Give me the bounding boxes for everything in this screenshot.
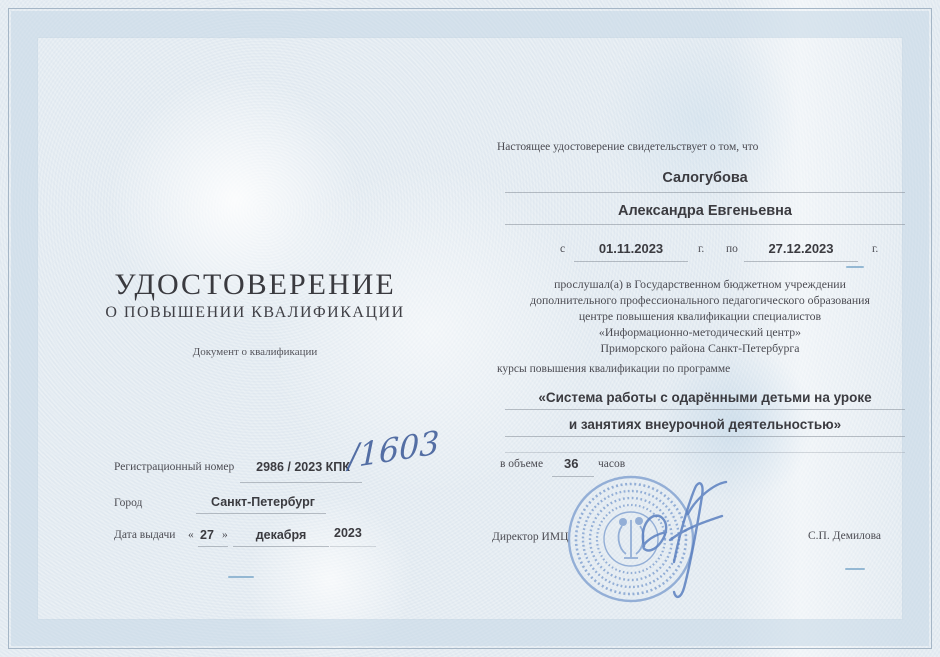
surname-underline (505, 192, 905, 193)
volume-units: часов (598, 458, 626, 470)
period-from-underline (574, 261, 688, 262)
period-to-label: по (726, 243, 738, 255)
course-intro-line: курсы повышения квалификации по программе (497, 363, 731, 375)
surname-value: Салогубова (662, 170, 748, 186)
issue-date-year: 2023 (334, 526, 362, 540)
issue-day-underline (198, 546, 228, 547)
course-title-line1: «Система работы с одарёнными детьми на уроке (538, 390, 872, 405)
institution-line-2: дополнительного профессионального педагогического образования (530, 293, 870, 307)
issue-date-day: 27 (200, 528, 214, 542)
issue-month-underline (233, 546, 329, 547)
registration-number-value: 2986 / 2023 КПК (256, 460, 350, 474)
certificate-title: УДОСТОВЕРЕНИЕ (114, 268, 396, 301)
period-to-date: 27.12.2023 (768, 241, 834, 256)
issue-date-open-quote: « (188, 529, 194, 541)
course-underline-2 (505, 436, 905, 437)
institution-line-5: Приморского района Санкт-Петербурга (600, 341, 800, 355)
issue-date-month: декабря (255, 528, 307, 542)
institution-paragraph (478, 276, 922, 356)
institution-line-3: центре повышения квалификации специалистов (578, 309, 822, 323)
certificate-subtitle: О ПОВЫШЕНИИ КВАЛИФИКАЦИИ (105, 304, 405, 321)
city-value: Санкт-Петербург (211, 495, 315, 509)
handwritten-number: /1603 (348, 422, 440, 476)
course-underline-1 (505, 409, 905, 410)
institution-line-1: прослушал(а) в Государственном бюджетном учреждении (554, 277, 846, 291)
city-label: Город (114, 497, 143, 509)
period-to-suffix: г. (872, 243, 879, 255)
course-underline-empty (505, 452, 905, 453)
period-to-underline (744, 261, 858, 262)
given-names-underline (505, 224, 905, 225)
registration-number-label: Регистрационный номер (114, 461, 235, 473)
stray-pen-mark-right-bottom (845, 568, 865, 570)
stray-pen-mark-left (228, 576, 254, 578)
director-label: Директор ИМЦ (492, 531, 569, 543)
director-name: С.П. Демилова (808, 530, 881, 542)
period-from-suffix: г. (698, 243, 705, 255)
certificate-title-block (60, 268, 450, 322)
statement-line: Настоящее удостоверение свидетельствует о том, что (497, 141, 759, 153)
given-names-value: Александра Евгеньевна (618, 203, 792, 219)
registration-underline (240, 482, 362, 483)
director-signature (630, 470, 740, 610)
volume-label: в объеме (500, 458, 544, 470)
issue-year-underline (330, 546, 376, 547)
volume-value: 36 (564, 456, 579, 471)
period-from-date: 01.11.2023 (598, 241, 664, 256)
issue-date-close-quote: » (222, 529, 228, 541)
period-from-label: с (560, 243, 566, 255)
stray-pen-mark-right-top (846, 266, 864, 268)
course-title-line2: и занятиях внеурочной деятельностью» (568, 417, 842, 432)
document-type-label: Документ о квалификации (192, 346, 318, 358)
institution-line-4: «Информационно-методический центр» (598, 325, 802, 339)
issue-date-label: Дата выдачи (114, 529, 176, 541)
city-underline (196, 513, 326, 514)
